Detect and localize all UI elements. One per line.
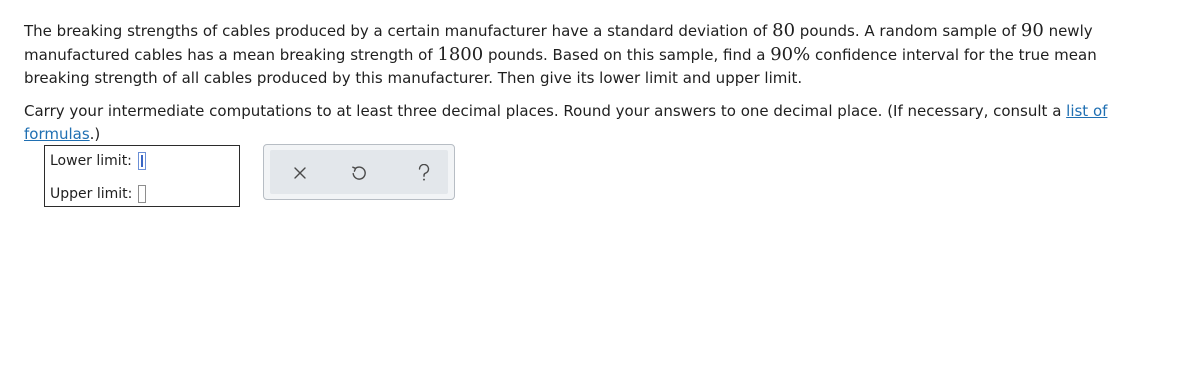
upper-limit-input[interactable] [138, 185, 146, 203]
list-of-formulas-link[interactable]: list of formulas [24, 102, 1108, 143]
lower-limit-row [50, 150, 146, 172]
question-text-part: The breaking strengths of cables produced by a certain manufacturer have a standard deviation of [24, 22, 773, 40]
undo-icon [351, 165, 367, 181]
question-text [24, 19, 1164, 146]
clear-button[interactable] [289, 162, 311, 184]
question-text-part: pounds. Based on this sample, find a [483, 46, 771, 64]
instructions-paragraph [24, 100, 1164, 146]
question-text-part: confidence interval for the true mean breaking strength of all cables produced by this manufacturer. Then give its lower limit and upper limit. [24, 46, 1097, 87]
lower-limit-input[interactable] [138, 152, 146, 170]
help-icon [417, 164, 431, 182]
question-text-part: pounds. A random sample of [795, 22, 1021, 40]
answer-box [44, 145, 240, 207]
lower-limit-label: Lower limit: [50, 153, 132, 169]
undo-button[interactable] [348, 162, 370, 184]
sample-size-value: 90 [1020, 20, 1044, 41]
question-paragraph [24, 19, 1164, 90]
instructions-text: Carry your intermediate computations to at least three decimal places. Round your answers to one decimal place. (If necessary, consult a [24, 102, 1067, 120]
close-icon [293, 166, 307, 180]
sample-mean-value: 1800 [437, 44, 484, 65]
upper-limit-row [50, 183, 146, 205]
text-cursor [141, 155, 143, 167]
standard-deviation-value: 80 [772, 20, 796, 41]
question-text-part: newly manufactured cables has a mean breaking strength of [24, 22, 1093, 64]
help-button[interactable] [413, 162, 435, 184]
confidence-level-value: 90% [770, 44, 811, 65]
answer-toolbar [263, 144, 455, 200]
instructions-text-end: .) [89, 125, 101, 143]
answer-toolbar-inner [270, 150, 448, 194]
upper-limit-label: Upper limit: [50, 186, 133, 202]
